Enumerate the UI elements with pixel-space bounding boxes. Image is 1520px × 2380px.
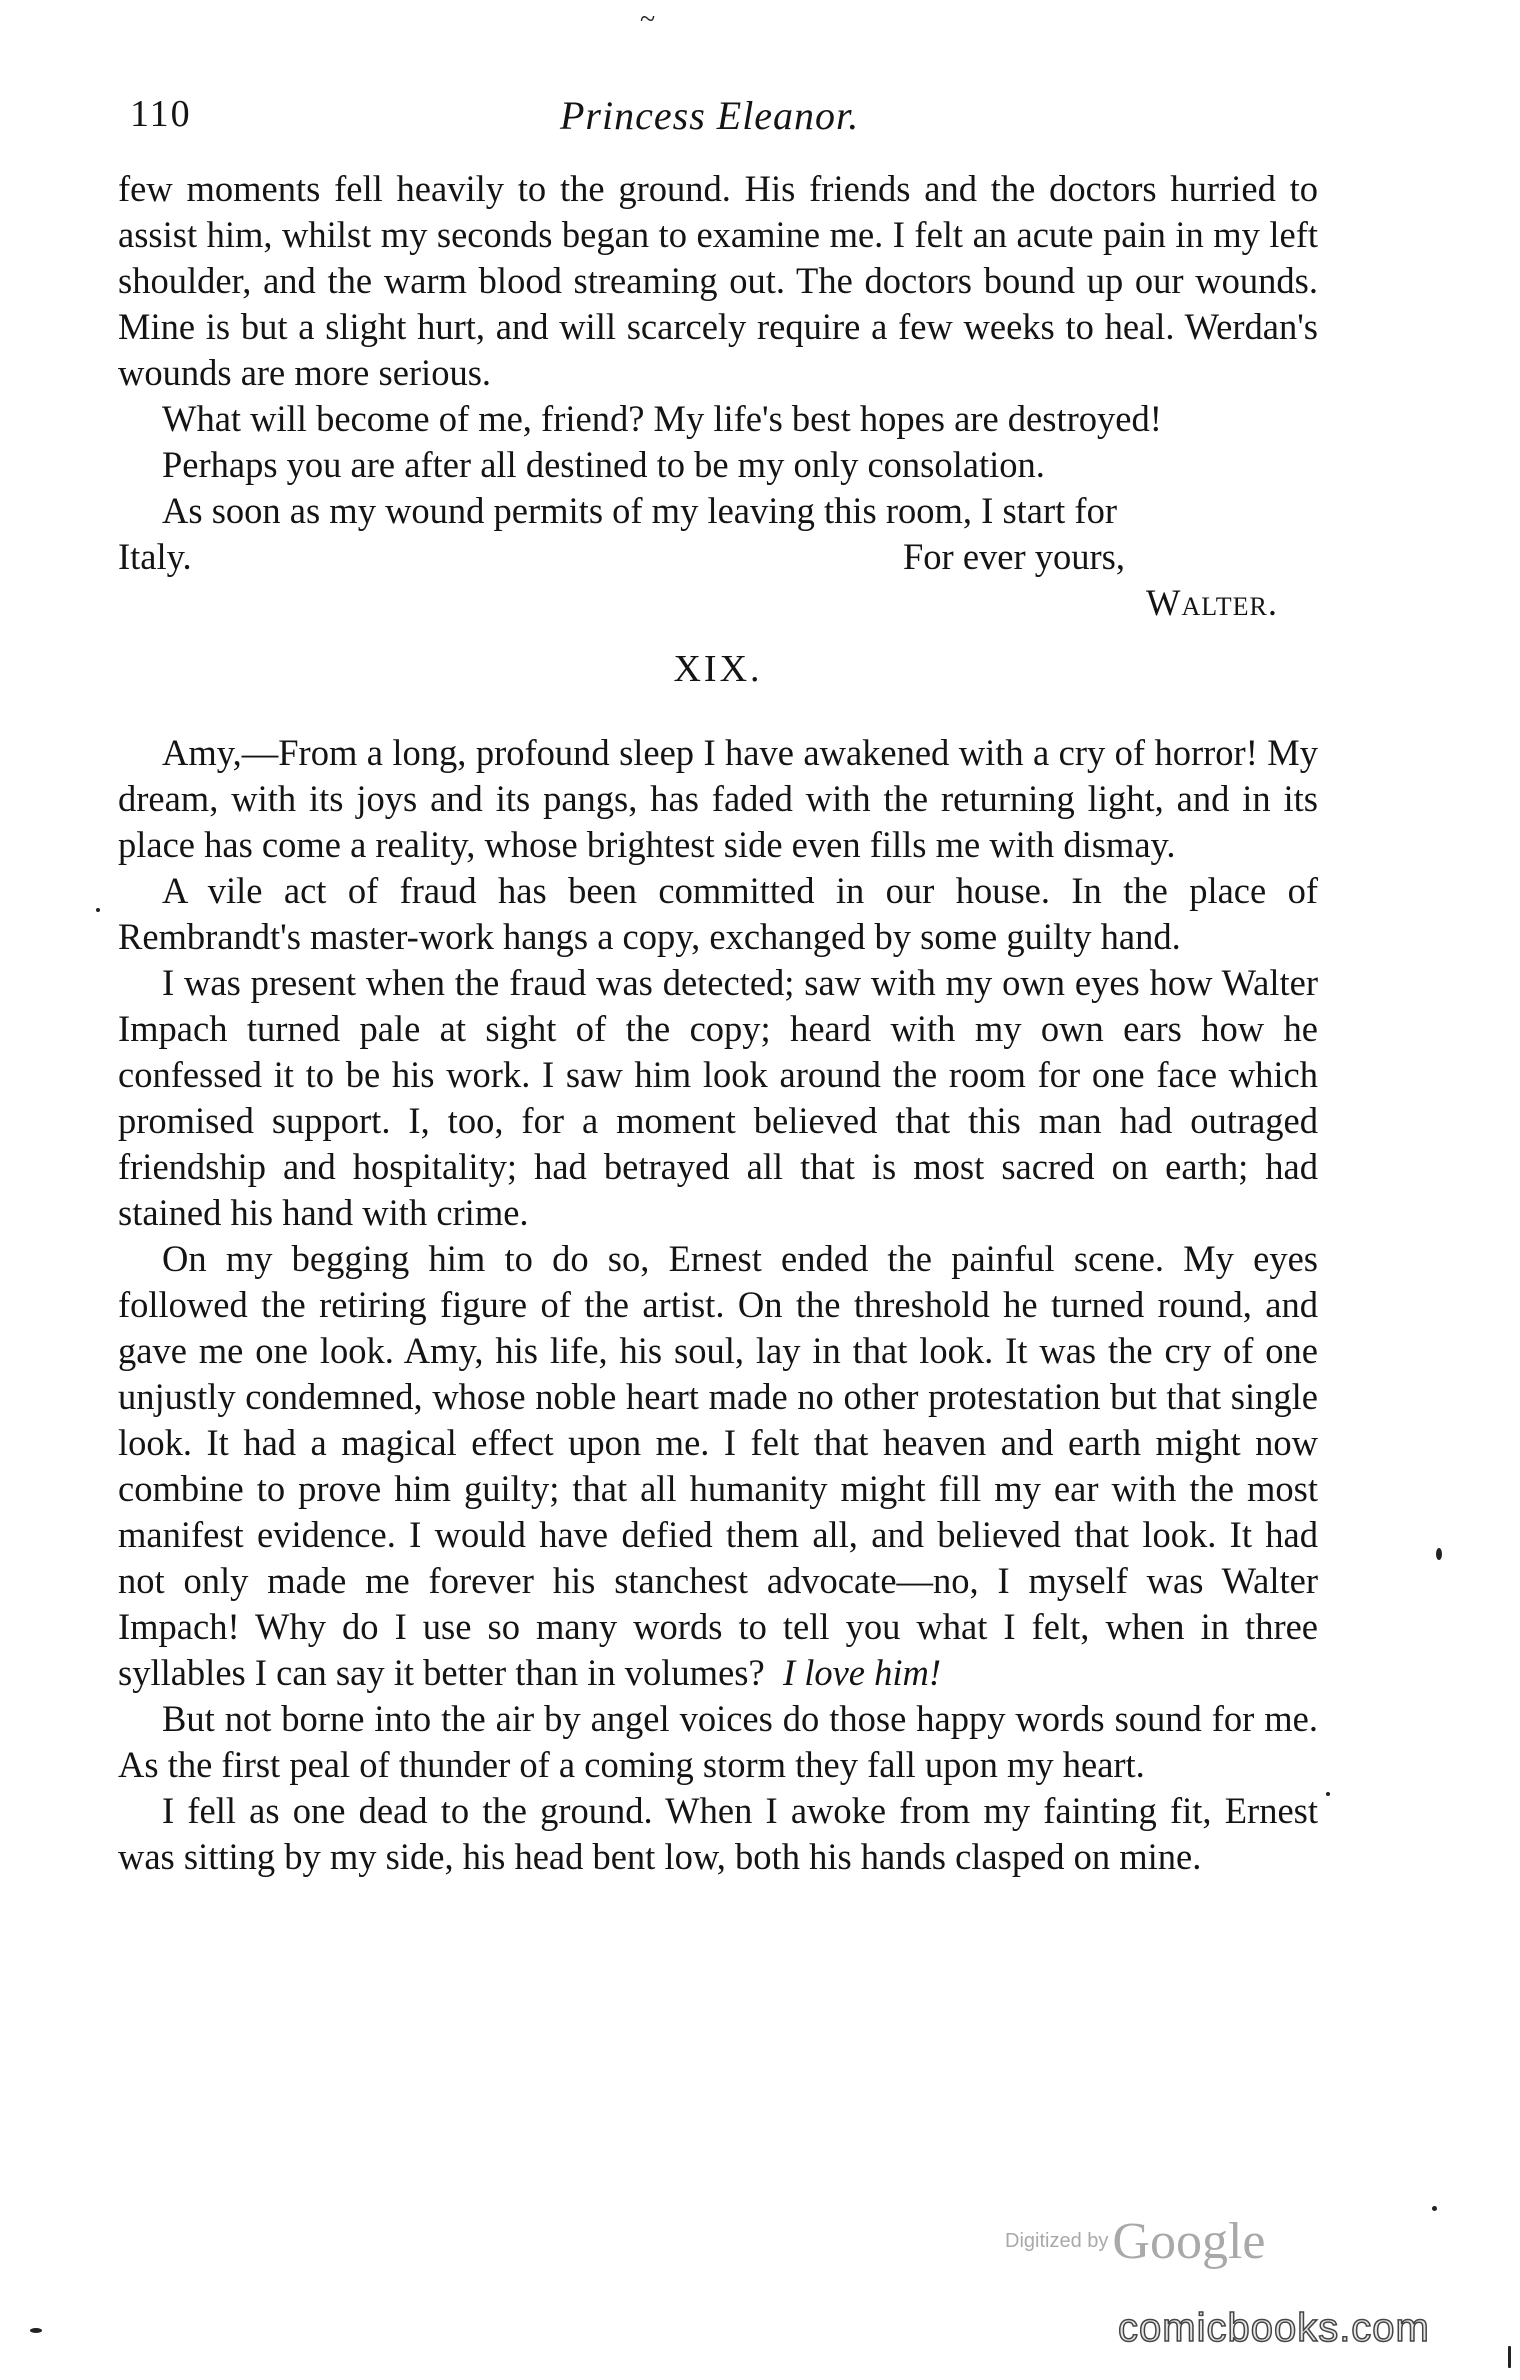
watermark-prefix: Digitized by: [1005, 2230, 1109, 2252]
page-header: [130, 92, 1310, 152]
ink-speck: [96, 908, 100, 912]
paragraph: Perhaps you are after all destined to be my only consolation.: [162, 444, 1045, 485]
site-credit: comicbooks.com: [1118, 2306, 1430, 2350]
ink-speck: [1432, 2206, 1437, 2211]
closing-place: Italy.: [118, 536, 192, 577]
closing-salutation: For ever yours,: [903, 536, 1125, 577]
print-mark: ~: [640, 4, 656, 35]
ink-speck: [1326, 1792, 1330, 1796]
paragraph: I was present when the fraud was detected; saw with my own eyes how Walter Impach turned pale at sight of the copy; heard with my own ears how he confessed it to be his work. I saw him look around the room for one face which promised support. I, too, for a moment believed that this man had outraged friendship and hospitality; had betrayed all that is most sacred on earth; had stained his hand with crime.: [118, 962, 1318, 1233]
letter-closing: [118, 534, 1318, 580]
digitized-watermark: [1005, 2212, 1265, 2271]
paragraph: Amy,—From a long, profound sleep I have awakened with a cry of horror! My dream, with its joys and its pangs, has faded with the returning light, and in its place has come a reality, whose brightest side even fills me with dismay.: [118, 732, 1318, 865]
paragraph: I fell as one dead to the ground. When I awoke from my fainting fit, Ernest was sitting by my side, his head bent low, both his hands clasped on mine.: [118, 1790, 1318, 1877]
paragraph: few moments fell heavily to the ground. His friends and the doctors hurried to assist him, whilst my seconds began to examine me. I felt an acute pain in my left shoulder, and the warm blood streaming out. The doctors bound up our wounds. Mine is but a slight hurt, and will scarcely require a few weeks to heal. Werdan's wounds are more serious.: [118, 168, 1318, 393]
ink-speck: [30, 2328, 42, 2333]
section-heading: XIX.: [673, 648, 763, 690]
ink-speck: [1436, 1548, 1442, 1560]
signature: Walter.: [1146, 582, 1278, 623]
running-title: Princess Eleanor.: [560, 93, 860, 138]
paragraph: A vile act of fraud has been committed in our house. In the place of Rembrandt's master-work hangs a copy, exchanged by some guilty hand.: [118, 870, 1318, 957]
watermark-brand: Google: [1112, 2213, 1266, 2270]
page-number: 110: [130, 93, 192, 135]
paragraph-text: On my begging him to do so, Ernest ended the painful scene. My eyes followed the retiring figure of the artist. On the threshold he turned round, and gave me one look. Amy, his life, his soul, lay in that look. It was the cry of one unjustly condemned, whose noble heart made no other protestation but that single look. It had a magical effect upon me. I felt that heaven and earth might now combine to prove him guilty; that all humanity might fill my ear with the most manifest evidence. I would have defied them all, and believed that look. It had not only made me forever his stanchest advocate—no, I myself was Walter Impach! Why do I use so many words to tell you what I felt, when in three syllables I can say it better than in volumes?: [118, 1238, 1318, 1693]
paragraph: What will become of me, friend? My life's best hopes are destroyed!: [162, 398, 1162, 439]
paragraph: But not borne into the air by angel voices do those happy words sound for me. As the first peal of thunder of a coming storm they fall upon my heart.: [118, 1698, 1318, 1785]
paragraph: As soon as my wound permits of my leaving this room, I start for: [162, 490, 1117, 531]
ink-speck: [1508, 2346, 1511, 2368]
emphasis-text: I love him!: [782, 1652, 942, 1693]
paragraph: [118, 1236, 1318, 1696]
body-text: [118, 166, 1318, 1880]
